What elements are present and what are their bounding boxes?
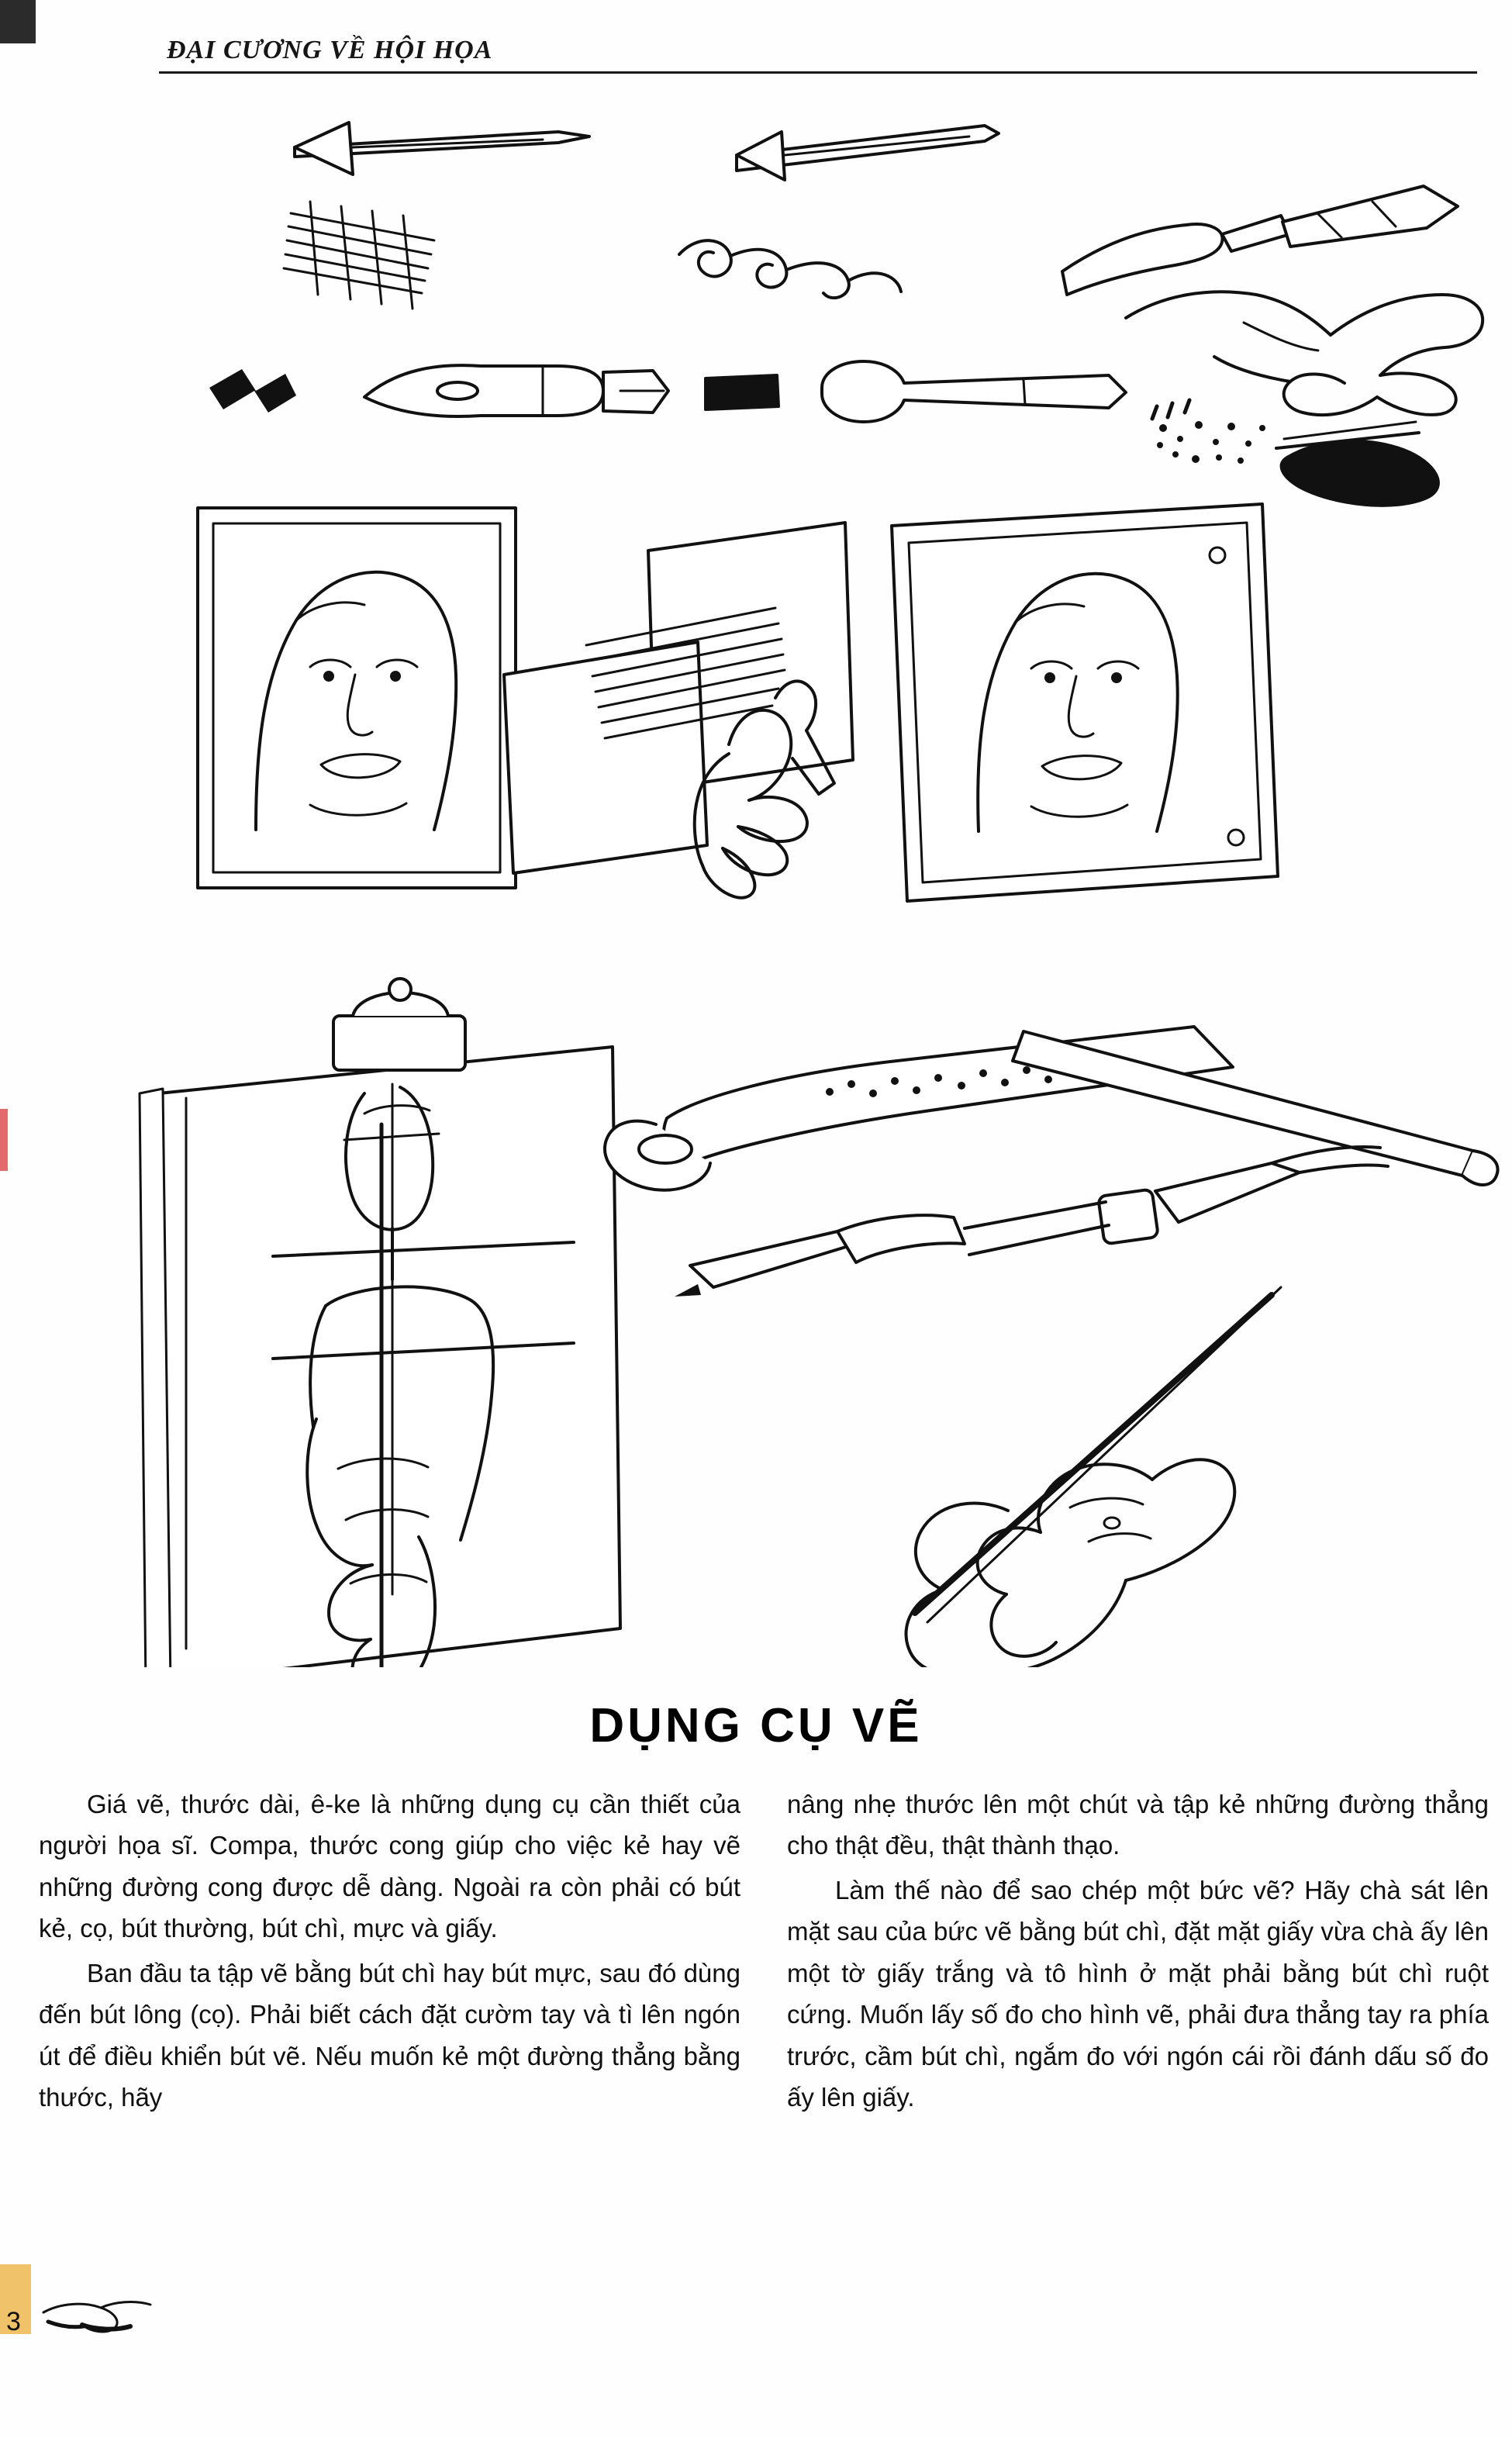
- compass-divider-icon: [675, 1147, 1388, 1297]
- paragraph: Làm thế nào để sao chép một bức vẽ? Hãy chà sát lên mặt sau của bức vẽ bằng bút chì, đặt mặt giấy vừa chà ấy lên một tờ giấy trắng và tô hình ở mặt phải bằng bút chì ruột cứng. Muốn lấy số đo cho hình vẽ, phải đưa thẳng tay ra phía trước, cầm bút chì, ngắm đo với ngón cái rồi đánh dấu số đo ấy lên giấy.: [787, 1875, 1489, 2112]
- hand-with-brush-strokes-icon: [1126, 292, 1483, 415]
- framed-portrait-right: [892, 504, 1278, 901]
- page-number: 3: [6, 2307, 21, 2336]
- nib-stub-icon: [603, 371, 668, 413]
- pen-nib-narrow-icon: [737, 126, 999, 180]
- column-right: [787, 1784, 1489, 2122]
- running-header-title: ĐẠI CƯƠNG VỀ HỘI HỌA: [167, 36, 493, 64]
- nib-holder-icon: [209, 369, 296, 413]
- pen-nib-wide-icon: [295, 123, 589, 174]
- tools-illustration: [0, 62, 1512, 1667]
- stipple-dots-icon: [1152, 400, 1265, 464]
- shading-blob-icon: [1276, 422, 1438, 506]
- paper-sheets-with-hatching: [504, 523, 853, 873]
- body-columns: [39, 1784, 1489, 2122]
- column-left: [39, 1784, 740, 2122]
- hatching-strokes-icon: [284, 202, 434, 309]
- nib-plain-icon: [364, 365, 603, 416]
- charcoal-stick-icon: [706, 375, 778, 409]
- hand-drawing-line-with-ruler-icon: [760, 1287, 1318, 1667]
- illustration-block: [0, 62, 1512, 1667]
- ink-curls-icon: [679, 240, 901, 298]
- bleed-mark-top: [0, 0, 36, 43]
- framed-portrait-left: [198, 508, 516, 888]
- paragraph: nâng nhẹ thước lên một chút và tập kẻ những đường thẳng cho thật đều, thật thành thạo.: [787, 1790, 1489, 1860]
- folio-ornament: [40, 2295, 157, 2342]
- paragraph: Giá vẽ, thước dài, ê-ke là những dụng cụ cần thiết của người họa sĩ. Compa, thước cong giúp cho việc kẻ hay vẽ những đường cong được dễ dàng. Ngoài ra còn phải có bút kẻ, cọ, bút thường, bút chì, mực và giấy.: [39, 1790, 740, 1943]
- paragraph: Ban đầu ta tập vẽ bằng bút chì hay bút mực, sau đó dùng đến bút lông (cọ). Phải biết cách đặt cườm tay và tì lên ngón út để điều khiển bút vẽ. Nếu muốn kẻ một đường thẳng bằng thước, hãy: [39, 1958, 740, 2112]
- paint-brush-icon: [1062, 186, 1458, 295]
- stump-blender-icon: [822, 361, 1126, 422]
- article-title: DỤNG CỤ VẼ: [589, 1699, 923, 1753]
